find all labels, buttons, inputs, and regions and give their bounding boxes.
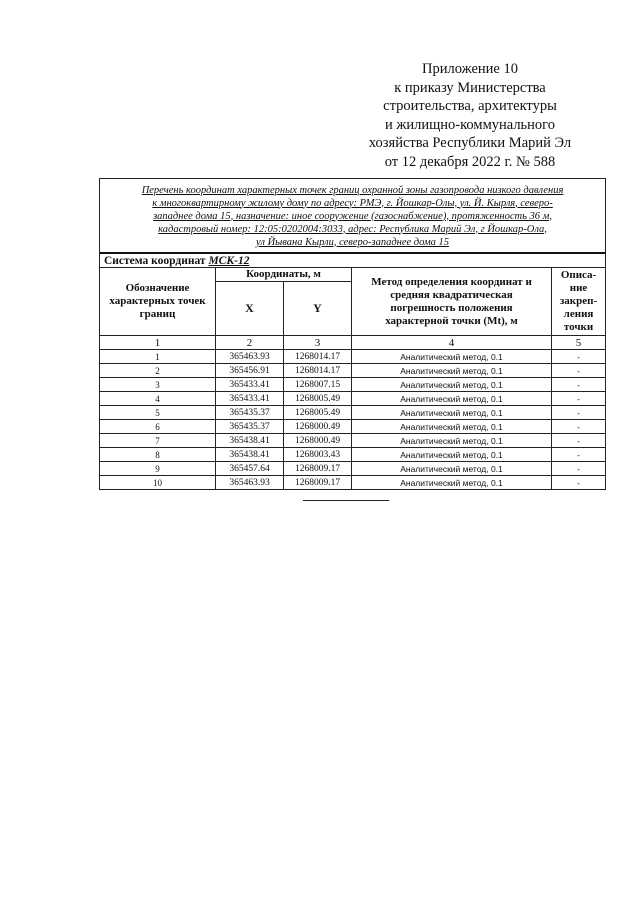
appendix-line: к приказу Министерства [394,79,546,96]
caption-line: западнее дома 15, назначение: иное сооружение (газоснабжение), протяженность 36 м, [153,210,552,222]
table-row [100,462,606,476]
header-x: X [216,282,284,336]
desc-value: - [552,476,606,490]
table-row [100,420,606,434]
header-method: Метод определения координат и средняя квадратическая погрешность положения характерной точки (Mt), м [352,268,552,336]
header-coords: Координаты, м [216,268,352,282]
coord-x: 365463.93 [216,476,284,490]
coord-y: 1268000.49 [284,420,352,434]
caption-line: кадастровый номер: 12:05:0202004:3033, адрес: Республика Марий Эл, г Йошкар-Ола, [158,223,547,235]
method-value: Аналитический метод, 0.1 [352,350,552,364]
coord-y: 1268005.49 [284,392,352,406]
appendix-line: Приложение 10 [422,61,518,77]
desc-value: - [552,448,606,462]
coord-y: 1268014.17 [284,364,352,378]
method-value: Аналитический метод, 0.1 [352,392,552,406]
coordinates-table [99,178,606,490]
point-number: 9 [100,462,216,476]
col-number: 4 [352,336,552,350]
table-row [100,448,606,462]
system-label: Система координат [104,254,206,267]
table-row [100,350,606,364]
coord-x: 365433.41 [216,378,284,392]
appendix-line: строительства, архитектуры [383,98,557,114]
method-value: Аналитический метод, 0.1 [352,434,552,448]
coordinate-system [100,253,606,268]
method-value: Аналитический метод, 0.1 [352,364,552,378]
desc-value: - [552,462,606,476]
coord-x: 365433.41 [216,392,284,406]
header-desc: Описа-ние закреп-ления точки [552,268,606,336]
coord-y: 1268003.43 [284,448,352,462]
point-number: 8 [100,448,216,462]
coord-x: 365435.37 [216,406,284,420]
desc-value: - [552,364,606,378]
point-number: 7 [100,434,216,448]
caption-line: к многоквартирному жилому дому по адресу: РМЭ, г. Йошкар-Олы, ул. Й. Кырля, северо- [152,197,553,209]
coord-x: 365438.41 [216,448,284,462]
method-value: Аналитический метод, 0.1 [352,476,552,490]
point-number: 6 [100,420,216,434]
coord-x: 365456.91 [216,364,284,378]
coord-x: 365438.41 [216,434,284,448]
method-value: Аналитический метод, 0.1 [352,406,552,420]
caption-line: Перечень координат характерных точек границ охранной зоны газопровода низкого давления [141,184,564,196]
desc-value: - [552,434,606,448]
coord-x: 365463.93 [216,350,284,364]
desc-value: - [552,350,606,364]
coord-y: 1268009.17 [284,462,352,476]
point-number: 4 [100,392,216,406]
table-row [100,476,606,490]
point-number: 3 [100,378,216,392]
coord-x: 365435.37 [216,420,284,434]
appendix-line: хозяйства Республики Марий Эл [368,135,572,151]
table-caption [100,179,606,254]
col-number: 5 [552,336,606,350]
method-value: Аналитический метод, 0.1 [352,462,552,476]
desc-value: - [552,392,606,406]
col-number: 3 [284,336,352,350]
desc-value: - [552,420,606,434]
coord-y: 1268009.17 [284,476,352,490]
coord-y: 1268005.49 [284,406,352,420]
table-row [100,378,606,392]
coord-y: 1268000.49 [284,434,352,448]
caption-line: ул Йывана Кырли, северо-западнее дома 15 [255,236,450,248]
table-row [100,392,606,406]
coord-x: 365457.64 [216,462,284,476]
header-point: Обозначение характерных точек границ [100,268,216,336]
col-number: 2 [216,336,284,350]
appendix-line: и жилищно-коммунального [384,116,556,133]
col-number: 1 [100,336,216,350]
system-value: МСК-12 [208,254,250,267]
method-value: Аналитический метод, 0.1 [352,448,552,462]
point-number: 2 [100,364,216,378]
point-number: 10 [100,476,216,490]
desc-value: - [552,406,606,420]
table-row [100,364,606,378]
coord-y: 1268014.17 [284,350,352,364]
footer-rule [303,500,389,501]
desc-value: - [552,378,606,392]
appendix-line: от 12 декабря 2022 г. № 588 [384,153,556,170]
method-value: Аналитический метод, 0.1 [352,378,552,392]
point-number: 1 [100,350,216,364]
table-row [100,434,606,448]
method-value: Аналитический метод, 0.1 [352,420,552,434]
coord-y: 1268007.15 [284,378,352,392]
appendix-header [360,60,580,171]
table-row [100,406,606,420]
point-number: 5 [100,406,216,420]
header-y: Y [284,282,352,336]
